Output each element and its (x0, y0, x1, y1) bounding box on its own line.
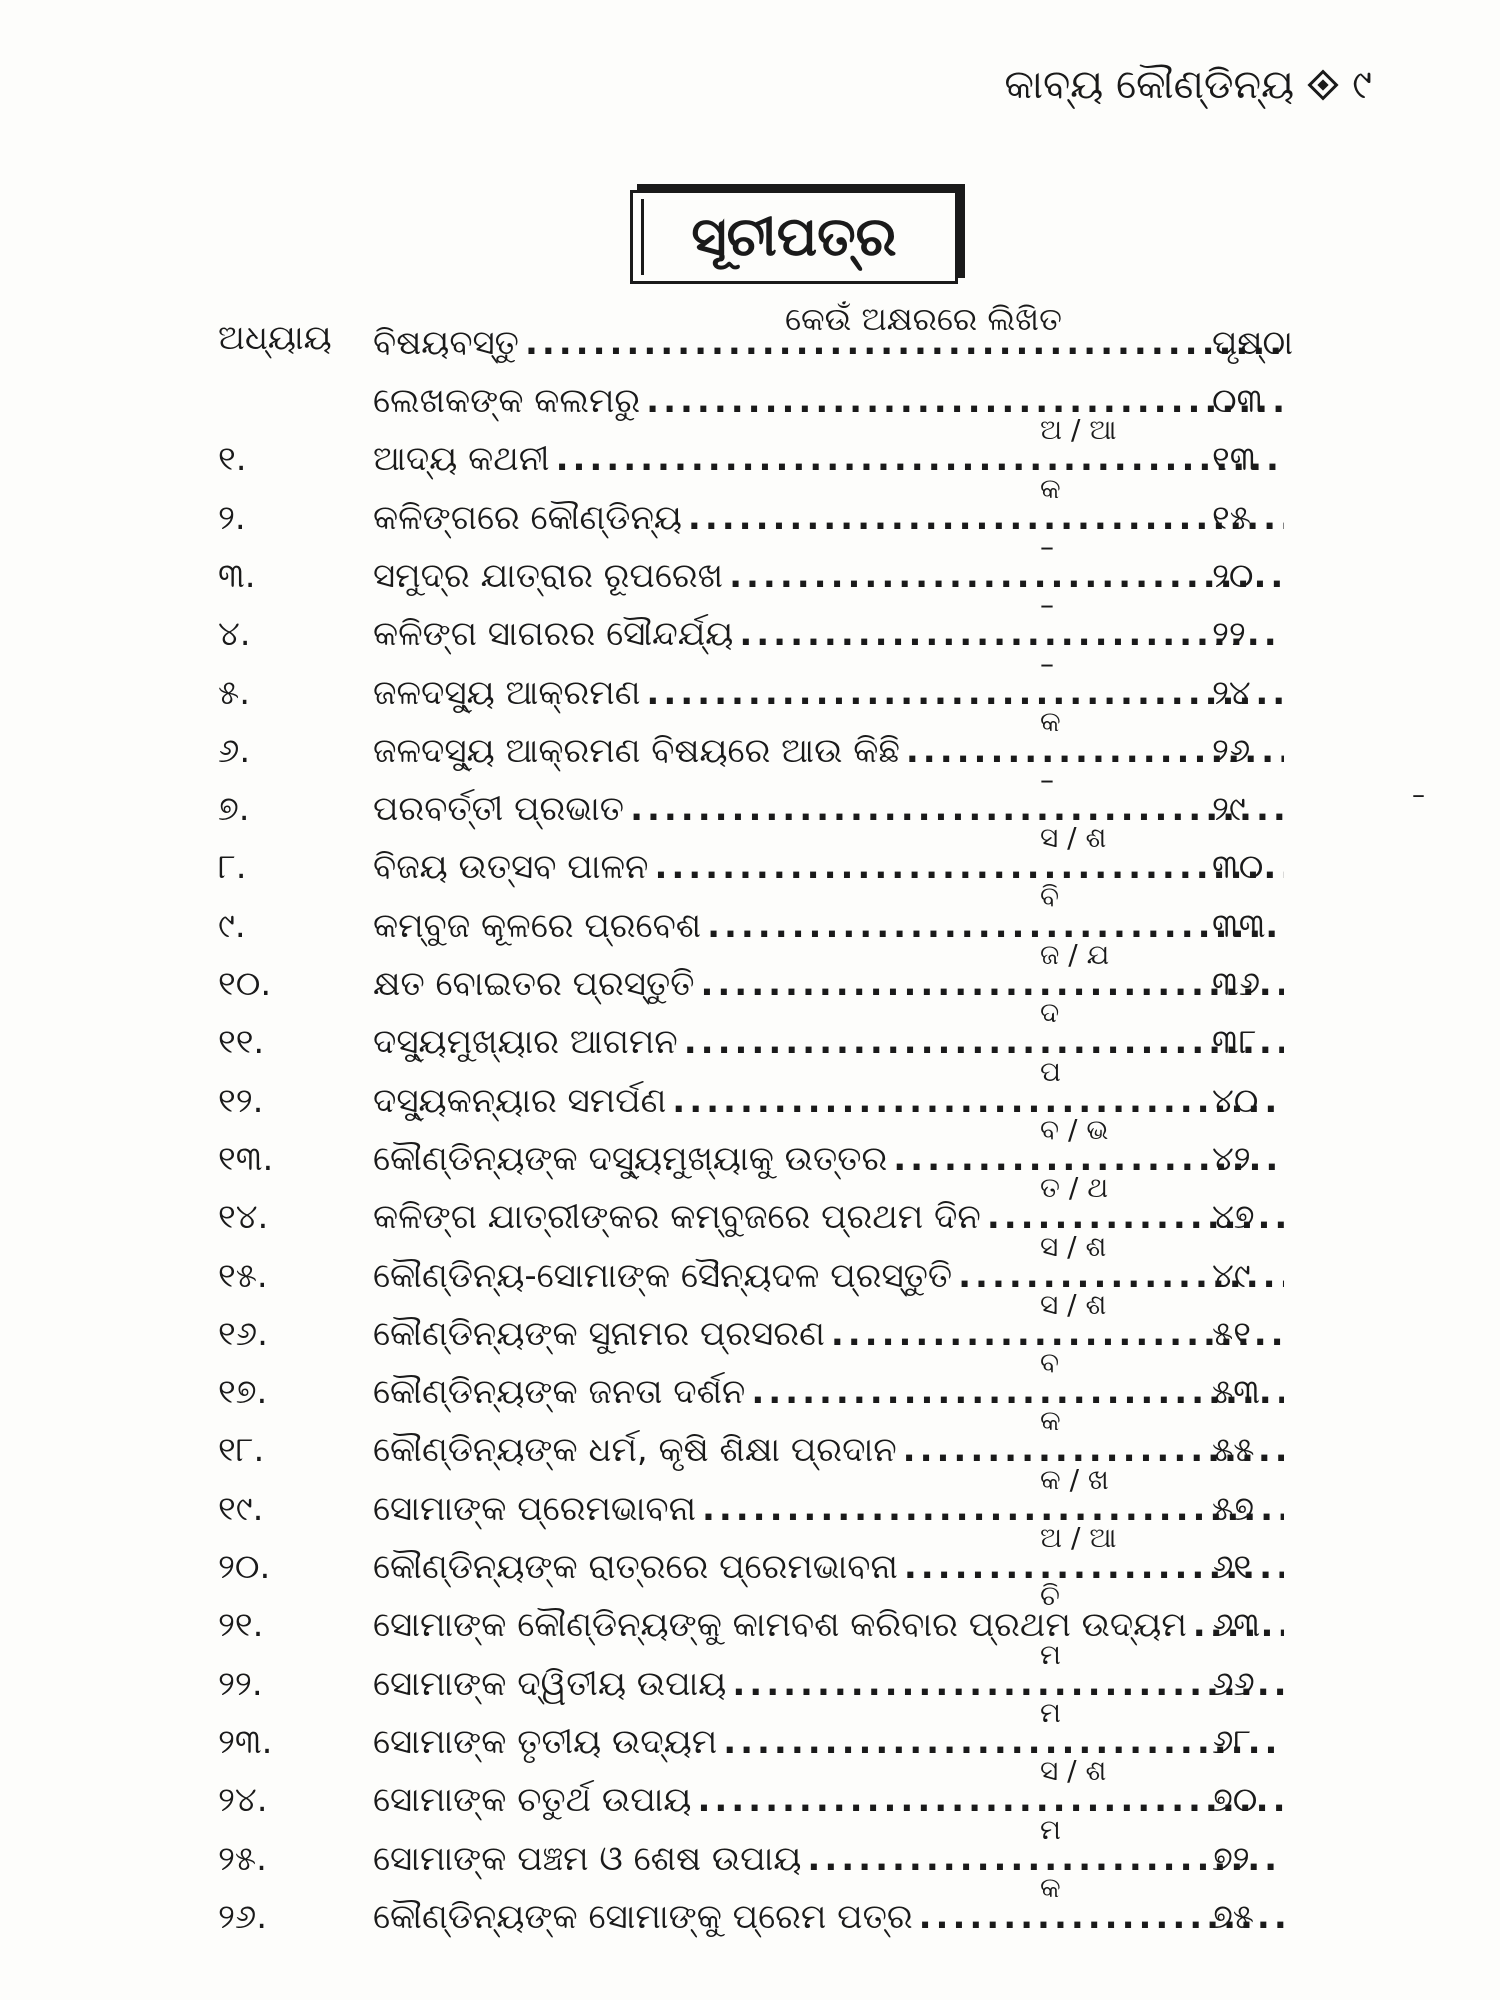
page-ref: ୭୦ (1212, 1780, 1258, 1820)
page-ref: ୩୦ (1212, 847, 1264, 887)
chapter-number: ୧୨. (218, 1081, 264, 1121)
chapter-title: କଳିଙ୍ଗ ଯାତ୍ରୀଙ୍କର କମ୍ବୁଜରେ ପ୍ରଥମ ଦିନ (373, 1197, 981, 1237)
toc-entry (0, 413, 1500, 484)
written-letter: କ (1040, 1871, 1061, 1904)
written-letter: ସ / ଶ (1040, 1288, 1107, 1321)
chapter-number: ୨୫. (218, 1839, 267, 1879)
written-letter: ସ / ଶ (1040, 1230, 1107, 1263)
chapter-title: ବିଜୟ ଉତ୍ସବ ପାଳନ (373, 847, 649, 887)
leader-dots (723, 1717, 1284, 1767)
chapter-title: କୌଣ୍ଡିନ୍ୟ-ସୋମାଙ୍କ ସୈନ୍ୟଦଳ ପ୍ରସ୍ତୁତି (373, 1256, 953, 1296)
written-letter: ମ (1040, 1696, 1061, 1729)
written-letter: କ (1040, 472, 1061, 505)
chapter-title: ସୋମାଙ୍କ ତୃତୀୟ ଉଦ୍ୟମ (373, 1722, 718, 1762)
written-letter: ଅ / ଆ (1040, 1521, 1117, 1554)
chapter-number: ୯. (218, 906, 246, 946)
written-letter: ବି (1040, 880, 1060, 913)
chapter-title: କୌଣ୍ଡିନ୍ୟଙ୍କ ଧର୍ମ, କୃଷି ଶିକ୍ଷା ପ୍ରଦାନ (373, 1430, 897, 1470)
leader-dots (630, 784, 1284, 834)
toc-entry (0, 1463, 1500, 1534)
written-letter: ଅ / ଆ (1040, 413, 1117, 446)
chapter-title: କଳିଙ୍ଗରେ କୌଣ୍ଡିନ୍ୟ (373, 498, 682, 538)
toc-entry (0, 376, 1500, 426)
chapter-number: ୫. (218, 673, 251, 713)
chapter-number: ୬. (218, 731, 251, 771)
toc-entry (0, 1404, 1500, 1475)
written-letter: କ (1040, 1404, 1061, 1437)
leader-dots (739, 609, 1284, 659)
toc-title: ସୂଚୀପତ୍ର (691, 205, 897, 268)
chapter-title: ଜଳଦସ୍ୟୁ ଆକ୍ରମଣ (373, 673, 641, 713)
page-ref: ୨୪ (1212, 673, 1251, 713)
toc-entry (0, 1696, 1500, 1767)
leader-dots (684, 1017, 1284, 1067)
toc-entry (0, 530, 1500, 601)
letter-column-heading: କେଉଁ ଅକ୍ଷରରେ ଲିଖିତ (785, 300, 1062, 338)
chapter-number: ୨୩. (218, 1722, 273, 1762)
toc-entry (0, 588, 1500, 659)
leader-dots (707, 901, 1284, 951)
written-letter: ବ (1040, 1346, 1060, 1379)
written-letter: ଜ / ଯ (1040, 938, 1110, 971)
chapter-number: ୭. (218, 789, 250, 829)
chapter-title: କୌଣ୍ଡିନ୍ୟଙ୍କ ସୁନାମର ପ୍ରସରଣ (373, 1314, 825, 1354)
leader-dots (729, 551, 1284, 601)
running-header (1004, 62, 1372, 108)
leader-dots (556, 434, 1284, 484)
toc-title-box (630, 190, 958, 284)
leader-dots (732, 1659, 1284, 1709)
leader-dots (654, 842, 1284, 892)
diamond-bullet-icon (1308, 69, 1339, 100)
chapter-title: ଦସ୍ୟୁମୁଖ୍ୟାର ଆଗମନ (373, 1022, 678, 1062)
page-ref: ୫୫ (1212, 1430, 1255, 1470)
toc-entry (0, 821, 1500, 892)
book-title: କାବ୍ୟ କୌଣ୍ଡିନ୍ୟ (1004, 62, 1295, 108)
leader-dots (525, 318, 1284, 368)
written-letter: – (1040, 530, 1054, 563)
toc-entry (0, 1230, 1500, 1301)
page-ref: ୪୯ (1212, 1256, 1251, 1296)
written-letter: ସ / ଶ (1040, 1754, 1107, 1787)
leader-dots (672, 1076, 1284, 1126)
leader-dots (646, 376, 1284, 426)
page-ref: ୬୧ (1212, 1547, 1252, 1587)
written-letter: ତ / ଥ (1040, 1171, 1109, 1204)
written-letter: ଦ (1040, 996, 1060, 1029)
chapter-title: ସୋମାଙ୍କ ପଞ୍ଚମ ଓ ଶେଷ ଉପାୟ (373, 1839, 802, 1879)
page-ref: ୪୦ (1212, 1081, 1259, 1121)
chapter-number: ୨୦. (218, 1547, 271, 1587)
page-ref: ୩୬ (1212, 964, 1261, 1004)
written-letter: – (1040, 763, 1054, 796)
chapter-title: ସୋମାଙ୍କ କୌଣ୍ଡିନ୍ୟଙ୍କୁ କାମବଶ କରିବାର ପ୍ରଥମ ଉଦ୍ୟମ (373, 1605, 1187, 1645)
chapter-title: କୌଣ୍ଡିନ୍ୟଙ୍କ ଦସ୍ୟୁମୁଖ୍ୟାକୁ ଉତ୍ତର (373, 1139, 888, 1179)
chapter-title: ଜଳଦସ୍ୟୁ ଆକ୍ରମଣ ବିଷୟରେ ଆଉ କିଛି (373, 731, 900, 771)
written-letter: ମ (1040, 1813, 1061, 1846)
chapter-title: କମ୍ବୁଜ କୂଳରେ ପ୍ରବେଶ (373, 906, 702, 946)
written-letter: – (1040, 588, 1054, 621)
page-ref: ୨୨ (1212, 614, 1246, 654)
chapter-number: ୧. (218, 439, 247, 479)
toc-entry (0, 705, 1500, 776)
page-ref: ୬୮ (1212, 1722, 1252, 1762)
chapter-number: ୧୬. (218, 1314, 268, 1354)
chapter-number: ୧୮. (218, 1430, 265, 1470)
toc-entry (0, 1521, 1500, 1592)
page-ref: ୭୫ (1212, 1897, 1255, 1937)
column-heading-row (0, 318, 1500, 368)
page-ref: ୧୫ (1212, 498, 1251, 538)
page-ref: ୪୨ (1212, 1139, 1251, 1179)
page-ref: ୪୭ (1212, 1197, 1255, 1237)
chapter-title: ସୋମାଙ୍କ ପ୍ରେମଭାବନା (373, 1489, 696, 1529)
chapter-number: ୪. (218, 614, 251, 654)
chapter-title: ସମୁଦ୍ର ଯାତ୍ରାର ରୂପରେଖ (373, 556, 724, 596)
chapter-title: କ୍ଷତ ବୋଇତର ପ୍ରସ୍ତୁତି (373, 964, 695, 1004)
chapter-number: ୧୧. (218, 1022, 265, 1062)
toc-entry (0, 1579, 1500, 1650)
leader-dots (646, 668, 1284, 718)
page-ref: ୫୩ (1212, 1372, 1260, 1412)
chapter-number: ୧୭. (218, 1372, 268, 1412)
page-column-heading: ପୃଷ୍ଠା (1212, 323, 1293, 363)
toc-entry (0, 1288, 1500, 1359)
toc-entry (0, 1055, 1500, 1126)
toc-entry (0, 880, 1500, 951)
written-letter: ପ (1040, 1055, 1061, 1088)
toc-entry (0, 938, 1500, 1009)
chapter-number: ୩. (218, 556, 256, 596)
toc-entry (0, 1813, 1500, 1884)
chapter-title: ସୋମାଙ୍କ ଦ୍ୱିତୀୟ ଉପାୟ (373, 1664, 727, 1704)
chapter-title: ଦସ୍ୟୁକନ୍ୟାର ସମର୍ପଣ (373, 1081, 667, 1121)
toc-entry (0, 1346, 1500, 1417)
written-letter: ମ (1040, 1638, 1061, 1671)
toc-entry (0, 647, 1500, 718)
page-ref: ୫୭ (1212, 1489, 1255, 1529)
chapter-number: ୧୫. (218, 1256, 268, 1296)
page-ref: ୨୬ (1212, 731, 1251, 771)
chapter-number: ୧୯. (218, 1489, 264, 1529)
chapter-title: କୌଣ୍ଡିନ୍ୟଙ୍କ ସୋମାଙ୍କୁ ପ୍ରେମ ପତ୍ର (373, 1897, 913, 1937)
chapter-number: ୨୨. (218, 1664, 263, 1704)
leader-dots (688, 493, 1284, 543)
toc-entry (0, 1754, 1500, 1825)
chapter-number: ୨୪. (218, 1780, 268, 1820)
page-number: ୯ (1352, 62, 1372, 108)
leader-dots (751, 1367, 1284, 1417)
chapter-title: ପରବର୍ତ୍ତୀ ପ୍ରଭାତ (373, 789, 625, 829)
page-ref: ୭୨ (1212, 1839, 1250, 1879)
chapter-number: ୨୧. (218, 1605, 264, 1645)
chapter-title: ଆଦ୍ୟ କଥନୀ (373, 439, 550, 479)
leader-dots (700, 959, 1284, 1009)
chapter-title: କୌଣ୍ଡିନ୍ୟଙ୍କ ଜନତା ଦର୍ଶନ (373, 1372, 746, 1412)
toc-entry (0, 1113, 1500, 1184)
page-ref: ୩୮ (1212, 1022, 1257, 1062)
written-letter: ସ / ଶ (1040, 821, 1107, 854)
chapter-number: ୨୬. (218, 1897, 268, 1937)
page-ref: ୨୯ (1212, 789, 1246, 829)
chapter-title: କୌଣ୍ଡିନ୍ୟଙ୍କ ରାତ୍ରରେ ପ୍ରେମଭାବନା (373, 1547, 898, 1587)
chapter-number: ୧୩. (218, 1139, 274, 1179)
subject-column-heading: ବିଷୟବସ୍ତୁ (373, 323, 519, 363)
chapter-number: ୧୦. (218, 964, 272, 1004)
written-letter: କ (1040, 705, 1061, 738)
margin-mark: – (1412, 780, 1425, 810)
toc-entry (0, 763, 1500, 834)
written-letter: କ / ଖ (1040, 1463, 1109, 1496)
toc-entry (0, 1171, 1500, 1242)
page-ref: ୦୩ (1212, 381, 1264, 421)
chapter-title: ସୋମାଙ୍କ ଚତୁର୍ଥ ଉପାୟ (373, 1780, 692, 1820)
page-ref: ୩୩ (1212, 906, 1266, 946)
chapter-title: କଳିଙ୍ଗ ସାଗରର ସୌନ୍ଦର୍ଯ୍ୟ (373, 614, 734, 654)
chapter-title: ଲେଖକଙ୍କ କଲମରୁ (373, 381, 641, 421)
toc-entry (0, 472, 1500, 543)
chapter-number: ୧୪. (218, 1197, 269, 1237)
written-letter: – (1040, 647, 1054, 680)
page-ref: ୧୩ (1212, 439, 1257, 479)
leader-dots (697, 1775, 1284, 1825)
page-ref: ୨୦ (1212, 556, 1254, 596)
written-letter: ବ / ଭ (1040, 1113, 1109, 1146)
page-ref: ୬୬ (1212, 1664, 1255, 1704)
toc-entry (0, 1871, 1500, 1942)
toc-entry (0, 1638, 1500, 1709)
toc-entry (0, 996, 1500, 1067)
page-ref: ୬୩ (1212, 1605, 1261, 1645)
chapter-number: ୮. (218, 847, 247, 887)
written-letter: ଚି (1040, 1579, 1060, 1612)
page-ref: ୫୧ (1212, 1314, 1251, 1354)
leader-dots (702, 1484, 1284, 1534)
chapter-number: ୨. (218, 498, 246, 538)
chapter-column-heading: ଅଧ୍ୟାୟ (218, 318, 332, 358)
